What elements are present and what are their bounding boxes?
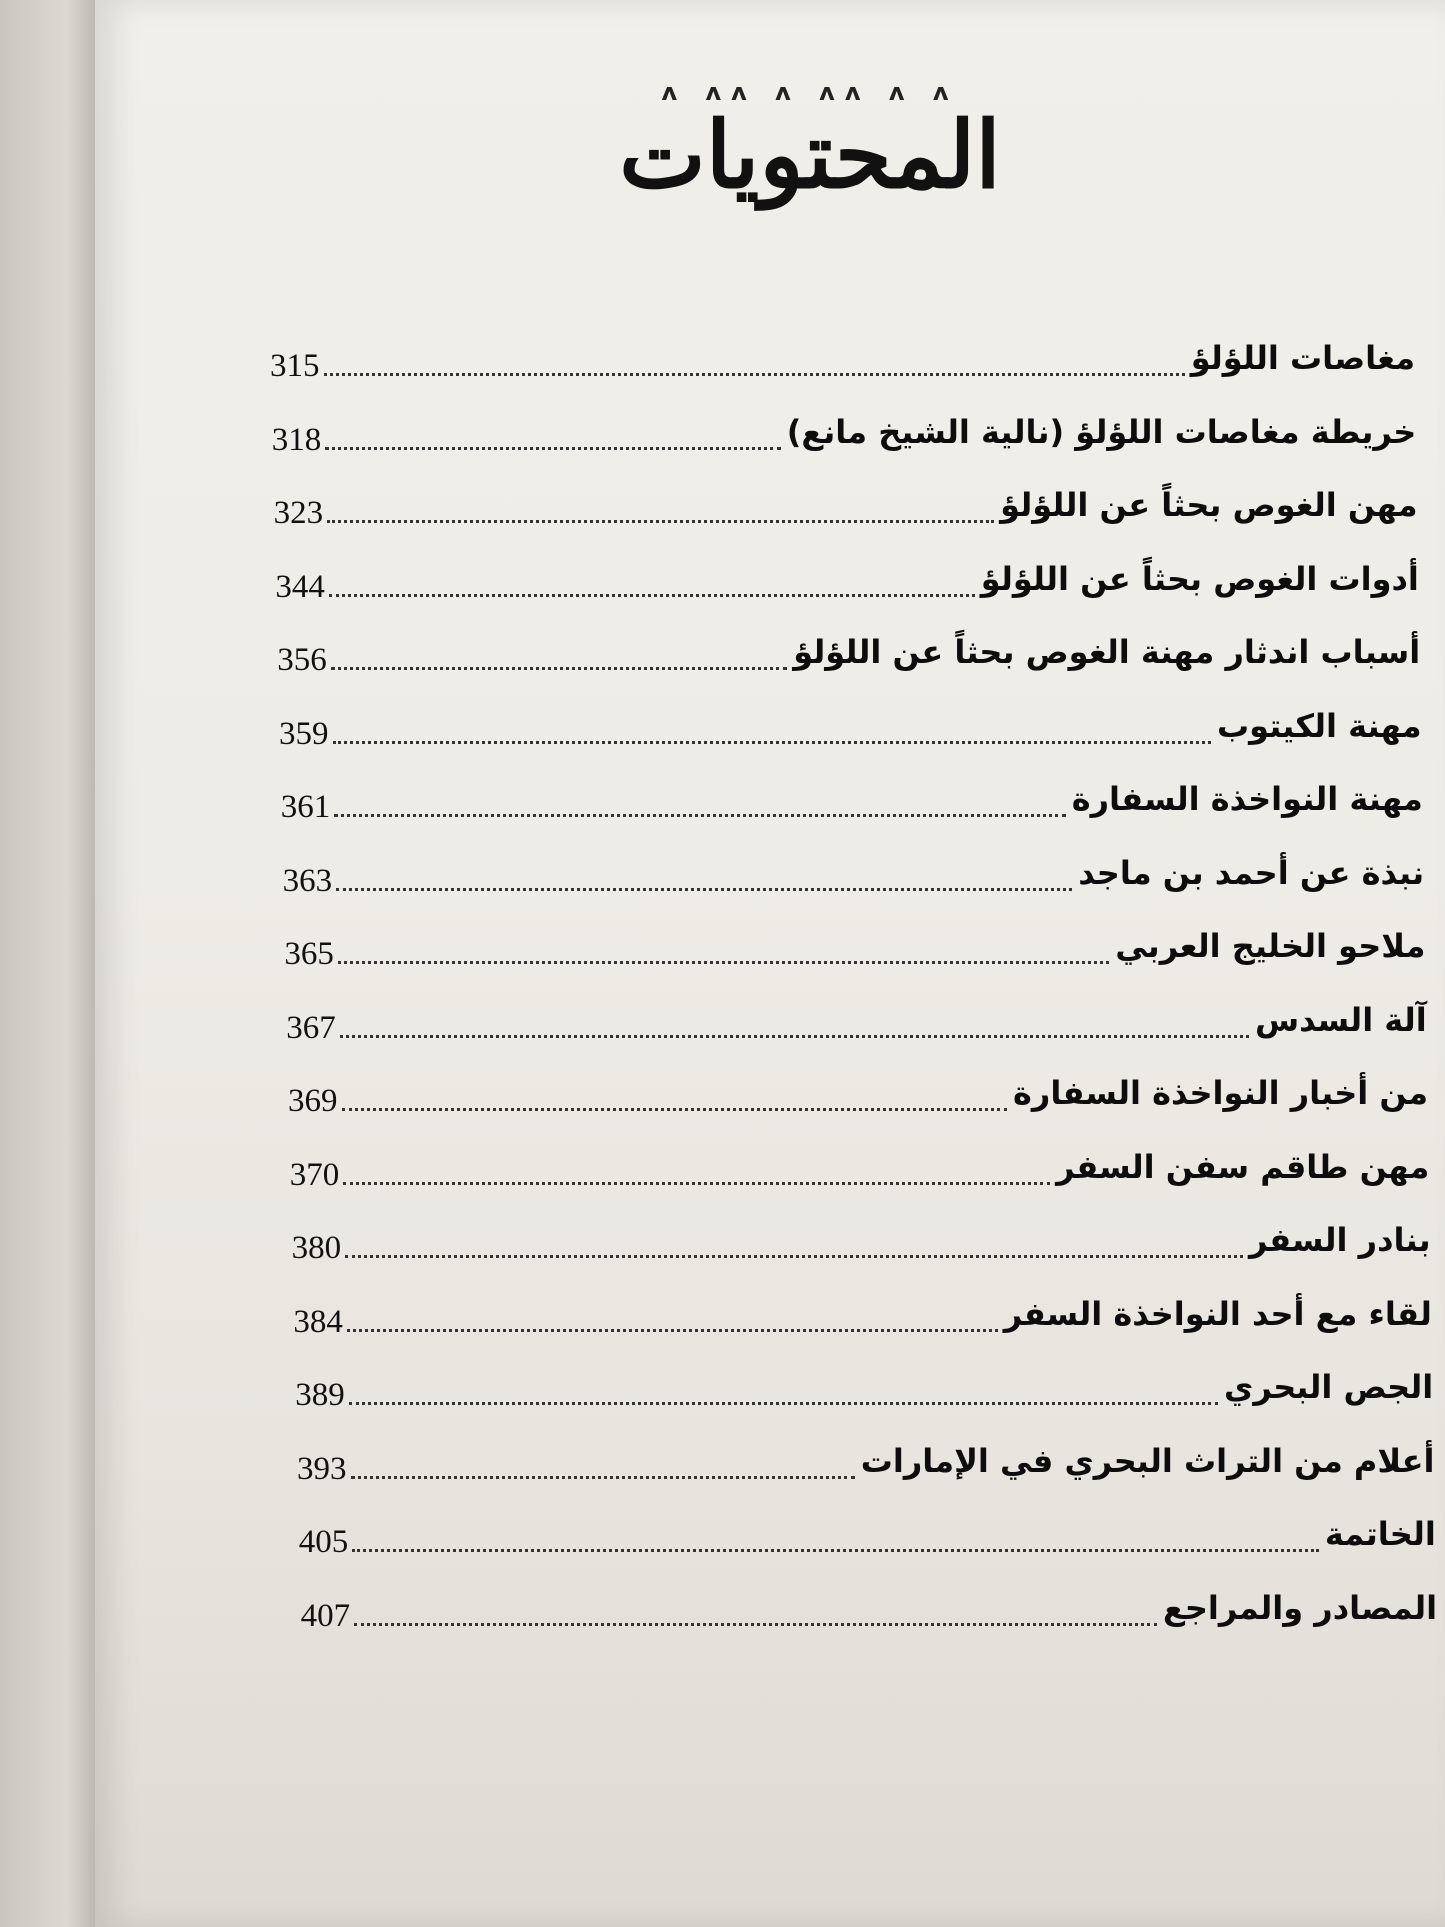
toc-entry[interactable] bbox=[300, 1572, 1438, 1634]
calligraphy-ornament: ʌ ʌʌ ʌ ʌʌ ʌ ʌ bbox=[661, 78, 959, 106]
toc-entry-page-number: 323 bbox=[273, 495, 324, 531]
toc-entry-leader-dots bbox=[324, 373, 1185, 376]
toc-entry[interactable] bbox=[271, 396, 1417, 458]
toc-entry-leader-dots bbox=[349, 1402, 1218, 1405]
toc-entry-title: الخاتمة bbox=[1324, 1515, 1436, 1553]
toc-entry-leader-dots bbox=[351, 1476, 855, 1479]
toc-entry-title: خريطة مغاصات اللؤلؤ (نالية الشيخ مانع) bbox=[786, 412, 1417, 451]
toc-entry-page-number: 359 bbox=[279, 715, 329, 752]
toc-entry-leader-dots bbox=[340, 1035, 1249, 1038]
toc-entry-leader-dots bbox=[325, 447, 780, 450]
toc-entry-leader-dots bbox=[347, 1329, 998, 1332]
toc-entry-leader-dots bbox=[333, 741, 1212, 744]
toc-entry-leader-dots bbox=[336, 888, 1072, 891]
toc-entry-page-number: 380 bbox=[291, 1230, 342, 1266]
toc-entry[interactable] bbox=[279, 690, 1422, 752]
toc-entry-title: بنادر السفر bbox=[1249, 1221, 1431, 1259]
toc-entry-page-number: 407 bbox=[300, 1597, 351, 1634]
toc-entry[interactable] bbox=[277, 616, 1421, 678]
toc-entry[interactable] bbox=[275, 543, 1419, 605]
contents-heading-text: المحتويات bbox=[619, 101, 1001, 209]
toc-entry-page-number: 315 bbox=[270, 348, 320, 384]
toc-entry[interactable] bbox=[284, 910, 1426, 972]
toc-entry-title: من أخبار النواخذة السفارة bbox=[1013, 1074, 1428, 1112]
toc-entry-page-number: 405 bbox=[298, 1524, 349, 1560]
toc-entry-leader-dots bbox=[343, 1182, 1050, 1185]
toc-entry[interactable] bbox=[282, 837, 1425, 899]
book-page bbox=[95, 0, 1445, 1927]
toc-entry-title: لقاء مع أحد النواخذة السفر bbox=[1003, 1294, 1432, 1333]
toc-entry-title: أسباب اندثار مهنة الغوص بحثاً عن اللؤلؤ bbox=[793, 633, 1421, 671]
toc-entry-title: أدوات الغوص بحثاً عن اللؤلؤ bbox=[980, 559, 1419, 598]
toc-entry[interactable] bbox=[273, 469, 1418, 531]
toc-entry-page-number: 361 bbox=[280, 789, 331, 825]
toc-entry-title: مهنة النواخذة السفارة bbox=[1071, 780, 1423, 818]
toc-entry-page-number: 318 bbox=[271, 421, 322, 458]
toc-entry[interactable] bbox=[270, 322, 1415, 384]
toc-entry-leader-dots bbox=[327, 520, 994, 523]
toc-entry-page-number: 393 bbox=[297, 1450, 347, 1487]
toc-entry-leader-dots bbox=[338, 961, 1109, 964]
toc-entry-leader-dots bbox=[352, 1549, 1319, 1552]
toc-entry-page-number: 370 bbox=[289, 1156, 340, 1193]
toc-entry[interactable] bbox=[280, 763, 1423, 825]
book-gutter bbox=[0, 0, 95, 1927]
toc-entry-page-number: 369 bbox=[288, 1083, 338, 1119]
toc-entry-leader-dots bbox=[342, 1108, 1008, 1111]
toc-entry-page-number: 365 bbox=[284, 936, 334, 972]
toc-entry-page-number: 389 bbox=[295, 1377, 345, 1413]
toc-entry-title: المصادر والمراجع bbox=[1163, 1588, 1438, 1627]
toc-entry-title: ملاحو الخليج العربي bbox=[1115, 927, 1426, 965]
toc-entry[interactable] bbox=[297, 1425, 1435, 1487]
toc-entry-title: أعلام من التراث البحري في الإمارات bbox=[860, 1441, 1435, 1480]
toc-entry-page-number: 367 bbox=[286, 1009, 336, 1046]
toc-entry[interactable] bbox=[289, 1131, 1430, 1193]
toc-entry-page-number: 363 bbox=[282, 862, 333, 899]
toc-entry-page-number: 384 bbox=[293, 1303, 343, 1340]
toc-entry-title: مهن طاقم سفن السفر bbox=[1056, 1147, 1430, 1186]
toc-entry-title: مهنة الكيتوب bbox=[1217, 706, 1422, 745]
toc-entry-leader-dots bbox=[329, 594, 975, 597]
toc-entry[interactable] bbox=[293, 1278, 1432, 1340]
toc-entry-title: آلة السدس bbox=[1254, 1000, 1427, 1039]
toc-entry-leader-dots bbox=[334, 814, 1065, 817]
toc-entry-page-number: 344 bbox=[275, 568, 325, 605]
toc-entry-title: مهن الغوص بحثاً عن اللؤلؤ bbox=[1000, 486, 1418, 524]
toc-entry-leader-dots bbox=[331, 667, 788, 670]
toc-entry-title: مغاصات اللؤلؤ bbox=[1190, 339, 1415, 377]
toc-entry-leader-dots bbox=[345, 1255, 1243, 1258]
toc-entry-title: نبذة عن أحمد بن ماجد bbox=[1078, 853, 1425, 892]
toc-entry-leader-dots bbox=[354, 1623, 1157, 1626]
toc-entry[interactable] bbox=[295, 1351, 1434, 1413]
contents-heading bbox=[575, 70, 1045, 240]
toc-entry[interactable] bbox=[286, 984, 1427, 1046]
toc-entry-title: الجص البحري bbox=[1224, 1368, 1434, 1406]
toc-entry-page-number: 356 bbox=[277, 642, 327, 678]
toc-entry[interactable] bbox=[291, 1204, 1431, 1266]
toc-entry[interactable] bbox=[288, 1057, 1428, 1119]
toc-entry[interactable] bbox=[298, 1498, 1436, 1560]
